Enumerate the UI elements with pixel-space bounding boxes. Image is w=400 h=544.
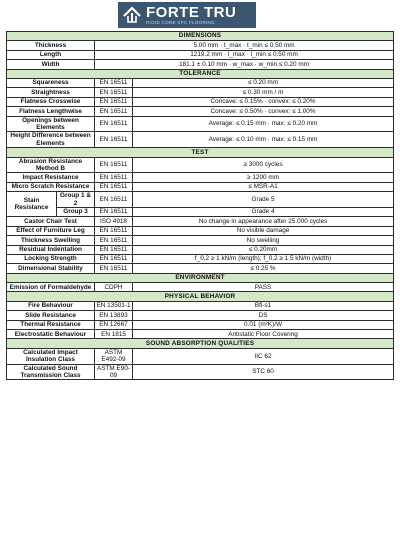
section-tolerance: TOLERANCE	[7, 69, 394, 78]
spec-label: Castor Chair Test	[7, 217, 95, 226]
brand-name: FORTE TRU	[146, 3, 237, 21]
spec-label: Effect of Furniture Leg	[7, 226, 95, 235]
section-physical-behavior: PHYSICAL BEHAVIOR	[7, 292, 394, 301]
spec-label: Emission of Formaldehyde	[7, 283, 95, 292]
spec-standard: EN 13501-1	[96, 302, 131, 310]
table-row	[7, 236, 394, 245]
spec-value: PASS	[133, 283, 394, 292]
spec-standard: ISO 4918	[95, 217, 133, 226]
spec-label: Height Difference between Elements	[7, 132, 95, 148]
table-row	[7, 207, 394, 216]
table-row	[7, 41, 394, 50]
spec-value: No swelling	[133, 236, 394, 245]
spec-label: Fire Behaviour	[7, 301, 95, 310]
spec-standard: EN 12667	[95, 320, 133, 329]
spec-label: Abrasion Resistance Method B	[7, 157, 95, 173]
spec-label: Slide Resistance	[7, 311, 95, 320]
spec-standard: EN 1815	[95, 330, 133, 339]
spec-label: Flatness Lengthwise	[7, 107, 95, 116]
spec-value: ≤ 0.25 %	[133, 264, 394, 273]
spec-standard: EN 16511	[95, 264, 133, 273]
spec-standard: EN 16511	[95, 132, 133, 148]
spec-standard: EN 16511	[95, 226, 133, 235]
table-row	[7, 245, 394, 254]
spec-label: Thickness Swelling	[7, 236, 95, 245]
spec-label: Thickness	[7, 41, 95, 50]
spec-value: Average: ≤ 0.10 mm · max: ≤ 0.15 mm	[133, 132, 394, 148]
spec-value: f_0,2 ≥ 1 kN/m (length); f_0,2 ≥ 1.5 kN/m (width)	[133, 254, 394, 263]
spec-label: Residual Indentation	[7, 245, 95, 254]
spec-value: IIC 62	[133, 348, 394, 364]
spec-value: ≤ 0.20mm	[133, 245, 394, 254]
spec-value: ≤ MSR-A1	[133, 182, 394, 191]
spec-label: Length	[7, 50, 95, 59]
table-row	[7, 320, 394, 329]
spec-value: DS	[133, 311, 394, 320]
table-row	[7, 50, 394, 59]
spec-value: No change in appearance after 25.000 cycles	[133, 217, 394, 226]
spec-label: Electrostatic Behaviour	[7, 330, 95, 339]
spec-label: Width	[7, 60, 95, 69]
spec-value: Grade 5	[133, 192, 394, 208]
table-row	[7, 107, 394, 116]
spec-value: Concave: ≤ 0.15% · convex: ≤ 0.20%	[133, 97, 394, 106]
spec-value: ≥ 1200 mm	[133, 173, 394, 182]
spec-standard: EN 16511	[95, 207, 133, 216]
table-row	[7, 311, 394, 320]
spec-label: Locking Strength	[7, 254, 95, 263]
spec-standard: EN 16511	[95, 107, 133, 116]
spec-standard: EN 16511	[95, 116, 133, 132]
table-row	[7, 78, 394, 87]
spec-standard: CDPH	[95, 283, 133, 292]
spec-sublabel: Group 1 & 2	[57, 192, 95, 208]
table-row	[7, 226, 394, 235]
section-sound-absorption: SOUND ABSORPTION QUALITIES	[7, 339, 394, 348]
spec-standard: EN 16511	[95, 173, 133, 182]
table-row	[7, 264, 394, 273]
section-dimensions: DIMENSIONS	[7, 32, 394, 41]
spec-standard: EN 16511	[95, 97, 133, 106]
section-environment: ENVIRONMENT	[7, 273, 394, 282]
spec-sublabel: Group 3	[57, 207, 95, 216]
spec-standard: EN 16511	[95, 245, 133, 254]
spec-standard: EN 16511	[95, 88, 133, 97]
spec-label: Calculated Sound Transmission Class	[7, 364, 95, 380]
spec-label: Impact Resistance	[7, 173, 95, 182]
table-row	[7, 301, 394, 310]
spec-label: Stain Resistance	[7, 192, 57, 217]
table-row	[7, 364, 394, 380]
table-row	[7, 182, 394, 191]
spec-standard: EN 16511	[95, 236, 133, 245]
table-row	[7, 157, 394, 173]
section-test: TEST	[7, 148, 394, 157]
spec-value: 0.01 (m²K)/W	[133, 320, 394, 329]
table-row	[7, 254, 394, 263]
spec-value: Average: ≤ 0.15 mm · max: ≤ 0.20 mm	[133, 116, 394, 132]
spec-standard: ASTM E90-09	[95, 364, 133, 380]
table-row	[7, 192, 394, 208]
table-row	[7, 97, 394, 106]
spec-label: Straightness	[7, 88, 95, 97]
table-row	[7, 283, 394, 292]
spec-standard: EN 16511	[95, 78, 133, 87]
spec-standard: EN 16511	[95, 254, 133, 263]
table-row	[7, 132, 394, 148]
spec-value: ≤ 0.30 mm / m	[133, 88, 394, 97]
spec-value: 1219.2 mm · l_max · l_min ≤ 0.50 mm	[95, 50, 394, 59]
table-row	[7, 60, 394, 69]
spec-standard: EN 16511	[95, 182, 133, 191]
spec-value: Antistatic Floor Covering	[133, 330, 394, 339]
spec-standard: EN 16511	[95, 157, 133, 173]
table-row	[7, 217, 394, 226]
spec-value: Grade 4	[133, 207, 394, 216]
spec-standard: EN 13893	[95, 311, 133, 320]
specification-table	[6, 31, 394, 380]
spec-value: STC 60	[133, 364, 394, 380]
table-row	[7, 348, 394, 364]
house-roof-icon	[122, 5, 142, 25]
spec-label: Flatness Crosswise	[7, 97, 95, 106]
spec-standard: ASTM E492-09	[95, 348, 133, 364]
spec-label: Calculated Impact Insulation Class	[7, 348, 95, 364]
spec-label: Dimensional Stability	[7, 264, 95, 273]
spec-standard: EN 16511	[95, 192, 133, 208]
spec-label: Micro Scratch Resistance	[7, 182, 95, 191]
spec-value: 5.00 mm · t_max · t_min ≤ 0.50 mm	[95, 41, 394, 50]
brand-tagline: RIGID CORE SPC FLOORING	[146, 19, 215, 25]
spec-label: Thermal Resistance	[7, 320, 95, 329]
table-row	[7, 330, 394, 339]
table-row	[7, 116, 394, 132]
spec-value: Bfl-s1	[133, 301, 394, 310]
spec-value: ≥ 3000 cycles	[133, 157, 394, 173]
spec-label: Squareness	[7, 78, 95, 87]
spec-value: No visible damage	[133, 226, 394, 235]
spec-value: Concave: ≤ 0.50% · convex: ≤ 1.00%	[133, 107, 394, 116]
brand-logo	[118, 2, 256, 28]
spec-label: Openings between Elements	[7, 116, 95, 132]
spec-value: 181.1 ± 0.10 mm · w_max · w_min ≤ 0.20 mm	[95, 60, 394, 69]
table-row	[7, 88, 394, 97]
spec-value: ≤ 0.20 mm	[133, 78, 394, 87]
table-row	[7, 173, 394, 182]
